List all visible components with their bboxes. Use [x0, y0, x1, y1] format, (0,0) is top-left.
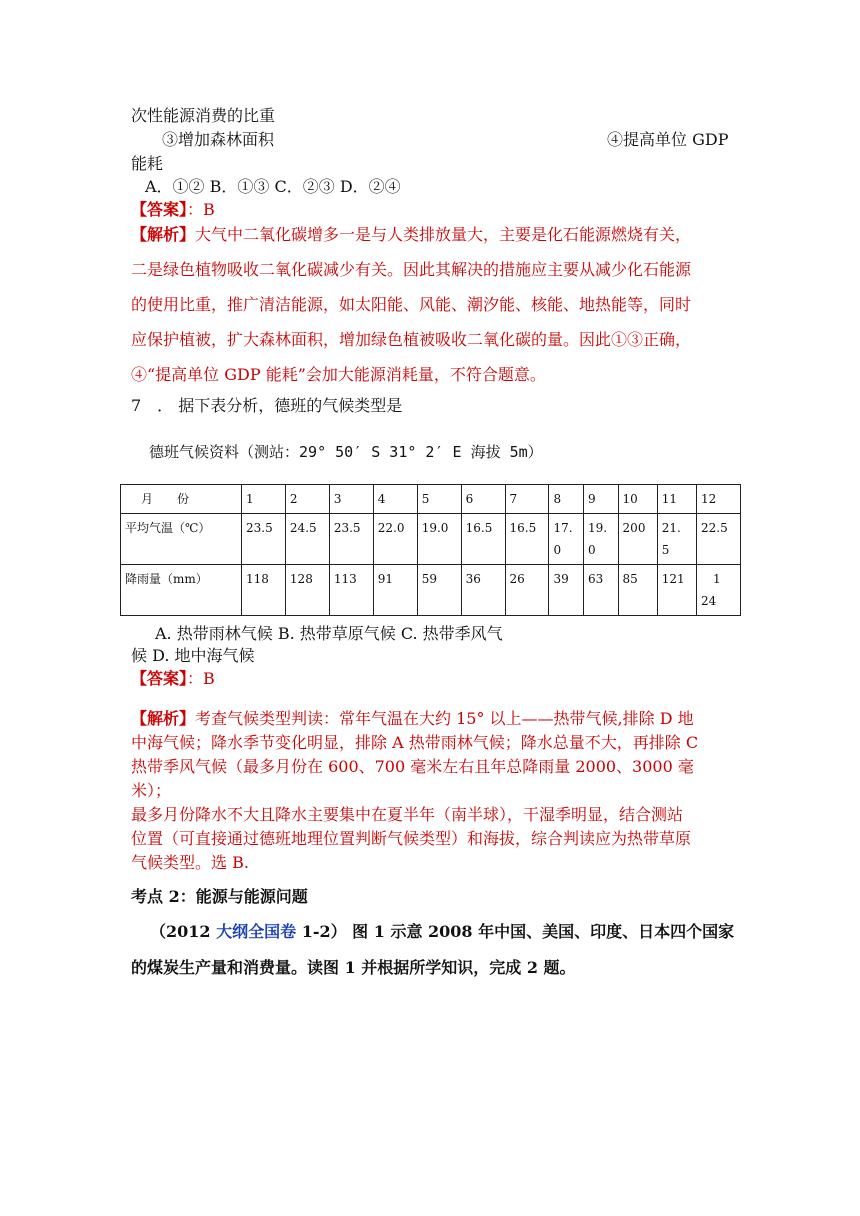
table-cell: 19. 0 [584, 514, 619, 565]
table-row [121, 514, 741, 565]
table-cell: 17. 0 [549, 514, 584, 565]
table-cell: 39 [549, 565, 584, 616]
table-cell: 23.5 [329, 514, 373, 565]
table-cell: 7 [505, 485, 549, 514]
q6-analysis [131, 217, 729, 392]
q7-stem: 7 ． 据下表分析，德班的气候类型是 [131, 396, 403, 415]
answer-label: 【答案】 [131, 669, 188, 688]
analysis-line: 热带季风气候（最多月份在 600、700 毫米左右且年总降雨量 2000、3000 毫米）； [131, 757, 694, 800]
table-cell: 16.5 [461, 514, 505, 565]
table-cell: 59 [417, 565, 461, 616]
table-cell: 12 [697, 485, 741, 514]
table-cell: 22.5 [697, 514, 741, 565]
table-cell: 10 [618, 485, 657, 514]
q6-choices: A．①② B．①③ C．②③ D．②④ [145, 177, 401, 196]
table-cell: 16.5 [505, 514, 549, 565]
q6-option-line: 次性能源消费的比重 [131, 106, 276, 125]
table-cell: 26 [505, 565, 549, 616]
analysis-line: ④“提高单位 GDP 能耗”会加大能源消耗量，不符合题意。 [131, 365, 546, 384]
table-cell: 1 24 [697, 565, 741, 616]
table-cell: 9 [584, 485, 619, 514]
table-cell: 5 [417, 485, 461, 514]
table-cell: 200 [618, 514, 657, 565]
table-cell: 113 [329, 565, 373, 616]
table-cell: 91 [373, 565, 417, 616]
table-cell: 23.5 [242, 514, 286, 565]
source-link[interactable]: 大纲全国卷 [216, 922, 297, 941]
table-cell: 8 [549, 485, 584, 514]
table-cell-header: 降雨量（mm） [121, 565, 242, 616]
table-cell: 1 [242, 485, 286, 514]
answer-value: ：B [187, 200, 215, 219]
table-cell: 85 [618, 565, 657, 616]
analysis-label: 【解析】 [131, 225, 196, 244]
section-intro-line: 的煤炭生产量和消费量。读图 1 并根据所学知识，完成 2 题。 [131, 958, 576, 977]
table-cell: 118 [242, 565, 286, 616]
answer-value: ：B [187, 669, 215, 688]
analysis-line: 位置（可直接通过德班地理位置判断气候类型）和海拔，综合判读应为热带草原 [131, 829, 692, 848]
climate-table [120, 484, 741, 616]
analysis-label: 【解析】 [131, 709, 196, 728]
analysis-line: 气候类型。选 B. [131, 853, 249, 872]
q7-choices: 候 D. 地中海气候 [131, 646, 255, 665]
table-cell: 24.5 [285, 514, 329, 565]
table-cell: 6 [461, 485, 505, 514]
table-row [121, 485, 741, 514]
q7-analysis [131, 707, 731, 875]
table-cell-header: 平均气温（℃） [121, 514, 242, 565]
analysis-line: 的使用比重，推广清洁能源，如太阳能、风能、潮汐能、核能、地热能等，同时 [131, 295, 692, 314]
answer-label: 【答案】 [131, 200, 188, 219]
q6-option-4: ④提高单位 GDP [607, 130, 729, 149]
table-cell: 121 [657, 565, 696, 616]
section-intro: （2012 大纲全国卷 1-2） 图 1 示意 2008 年中国、美国、印度、日本四个国家 [150, 922, 735, 941]
table-cell-header: 月 份 [121, 485, 242, 514]
table-cell: 128 [285, 565, 329, 616]
analysis-line: 应保护植被，扩大森林面积，增加绿色植被吸收二氧化碳的量。因此①③正确， [131, 330, 692, 349]
table-cell: 3 [329, 485, 373, 514]
table-cell: 11 [657, 485, 696, 514]
analysis-line: 中海气候；降水季节变化明显，排除 A 热带雨林气候；降水总量不大，再排除 C [131, 733, 699, 752]
table-row [121, 565, 741, 616]
section-title: 考点 2：能源与能源问题 [131, 887, 308, 906]
q7-answer [131, 666, 215, 689]
table-cell: 2 [285, 485, 329, 514]
q7-table-caption: 德班气候资料（测站：29° 50′ S 31° 2′ E 海拔 5m） [149, 443, 543, 461]
table-cell: 19.0 [417, 514, 461, 565]
table-cell: 21. 5 [657, 514, 696, 565]
table-cell: 63 [584, 565, 619, 616]
table-cell: 4 [373, 485, 417, 514]
q6-option-line: 能耗 [131, 154, 164, 173]
analysis-line: 最多月份降水不大且降水主要集中在夏半年（南半球），干湿季明显，结合测站 [131, 805, 684, 824]
analysis-line: 二是绿色植物吸收二氧化碳减少有关。因此其解决的措施应主要从减少化石能源 [131, 260, 692, 279]
table-cell: 36 [461, 565, 505, 616]
analysis-line: 【解析】考查气候类型判读：常年气温在大约 15° 以上——热带气候,排除 D 地 [131, 709, 694, 728]
analysis-line: 【解析】大气中二氧化碳增多一是与人类排放量大，主要是化石能源燃烧有关， [131, 225, 692, 244]
q6-option-3: ③增加森林面积 [162, 130, 275, 149]
table-cell: 22.0 [373, 514, 417, 565]
q7-choices: A. 热带雨林气候 B. 热带草原气候 C. 热带季风气 [155, 624, 503, 643]
